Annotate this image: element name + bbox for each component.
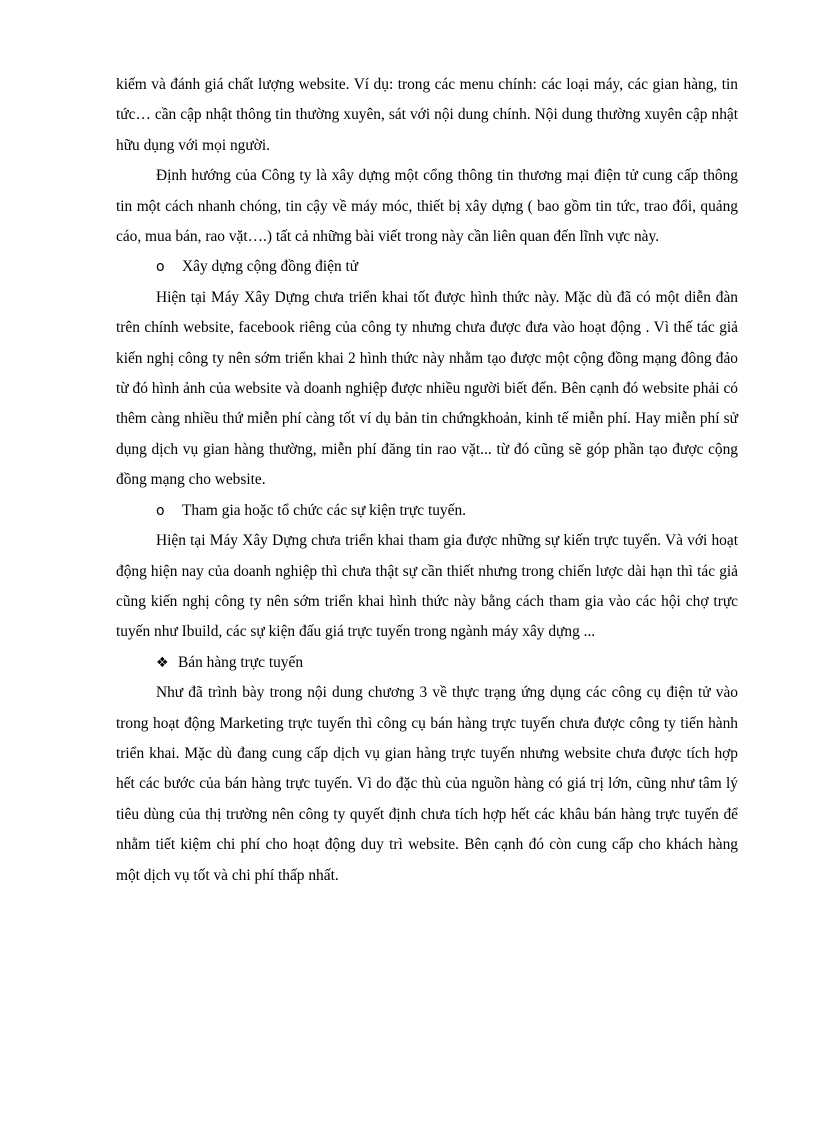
subheading-text: Tham gia hoặc tổ chức các sự kiện trực tuyến.	[182, 501, 466, 519]
heading-text: Bán hàng trực tuyến	[178, 653, 304, 671]
subheading-electronic-community	[116, 252, 738, 282]
heading-online-sales	[116, 648, 738, 678]
paragraph-continuation: kiếm và đánh giá chất lượng website. Ví dụ: trong các menu chính: các loại máy, các gian hàng, tin tức… cần cập nhật thông tin thường xuyên, sát với nội dung chính. Nội dung thường xuyên cập nhật hữu dụng với mọi người.	[116, 76, 738, 154]
diamond-bullet-icon: ❖	[156, 654, 169, 671]
document-page	[116, 70, 738, 891]
paragraph-online-events: Hiện tại Máy Xây Dựng chưa triển khai tham gia được những sự kiến trực tuyến. Và với hoạt động hiện nay của doanh nghiệp thì chưa thật sự cần thiết nhưng trong chiến lược dài hạn thì tác giả cũng kiến nghị công ty nên sớm triển khai hình thức này bằng cách tham gia vào các hội chợ trực tuyến như Ibuild, các sự kiện đấu giá trực tuyến trong ngành máy xây dựng ...	[116, 532, 738, 641]
paragraph-company-orientation: Định hướng của Công ty là xây dựng một cổng thông tin thương mại điện tử cung cấp thông tin một cách nhanh chóng, tin cậy về máy móc, thiết bị xây dựng ( bao gồm tin tức, trao đổi, quảng cáo, mua bán, rao vặt….) tất cả những bài viết trong này cần liên quan đến lĩnh vực này.	[116, 167, 738, 246]
subheading-online-events	[116, 496, 738, 526]
paragraph-online-sales: Như đã trình bày trong nội dung chương 3 về thực trạng ứng dụng các công cụ điện tử vào trong hoạt động Marketing trực tuyến thì công cụ bán hàng trực tuyến chưa được công ty tiến hành triển khai. Mặc dù đang cung cấp dịch vụ gian hàng trực tuyến nhưng website chưa được tích hợp hết các bước của bán hàng trực tuyến. Vì do đặc thù của nguồn hàng có giá trị lớn, cũng như tâm lý tiêu dùng của thị trường nên công ty quyết định chưa tích hợp hết các khâu bán hàng trực tuyến để nhằm tiết kiệm chi phí cho hoạt động duy trì website. Bên cạnh đó còn cung cấp cho khách hàng một dịch vụ tốt và chi phí thấp nhất.	[116, 684, 738, 884]
subheading-text: Xây dựng cộng đồng điện tử	[182, 258, 359, 276]
paragraph-electronic-community: Hiện tại Máy Xây Dựng chưa triển khai tốt được hình thức này. Mặc dù đã có một diễn đàn trên chính website, facebook riêng của công ty nhưng chưa được đưa vào hoạt động . Vì thế tác giả kiến nghị công ty nên sớm triển khai 2 hình thức này nhằm tạo được một cộng đồng mạng đông đảo từ đó hình ảnh của website và doanh nghiệp được nhiều người biết đến. Bên cạnh đó website phải có thêm càng nhiều thứ miễn phí càng tốt ví dụ bản tin chứngkhoản, kinh tế miễn phí. Hay miễn phí sử dụng dịch vụ gian hàng thường, miễn phí đăng tin rao vặt... từ đó cũng sẽ góp phần tạo được cộng đồng mạng cho website.	[116, 288, 738, 489]
circle-bullet-icon: o	[156, 502, 165, 519]
circle-bullet-icon: o	[156, 259, 165, 276]
